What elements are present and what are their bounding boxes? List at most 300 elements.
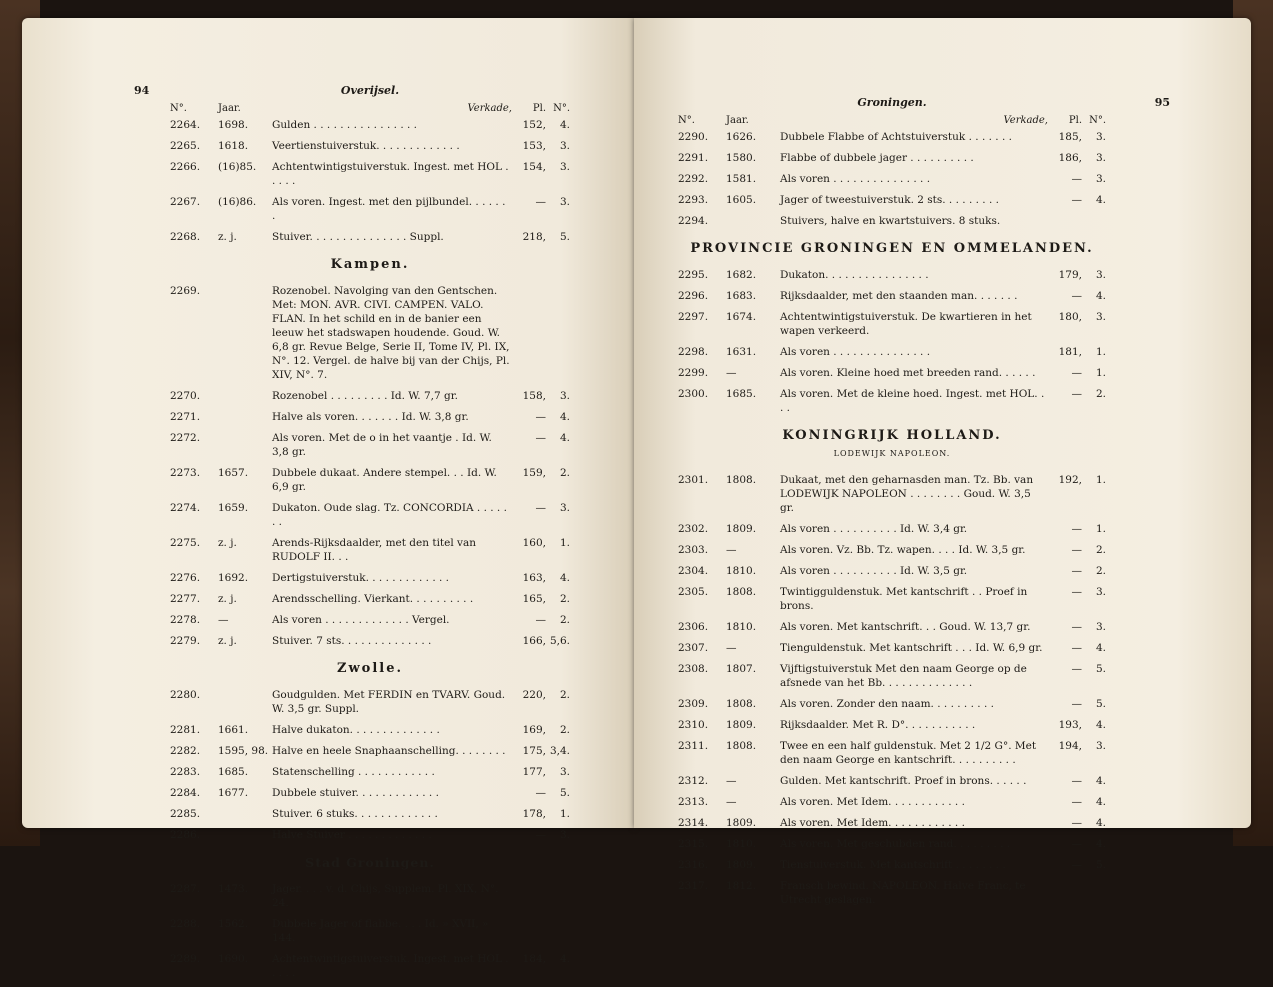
page-number: 94: [134, 84, 150, 97]
entry-number: 2278.: [170, 614, 201, 626]
entry-plate-number: 3.: [1095, 269, 1106, 281]
entry-year: 1685.: [726, 388, 757, 400]
entry-number: 2315.: [678, 838, 709, 850]
entry-plate-number: 3.: [1095, 311, 1106, 323]
entry-number: 2306.: [678, 621, 709, 633]
entry-plate: —: [1071, 173, 1082, 185]
entry-number: 2308.: [678, 663, 709, 675]
catalog-entry: [170, 882, 570, 910]
catalog-entry: [170, 466, 570, 494]
entry-number: 2277.: [170, 593, 201, 605]
entry-plate-number: [1082, 879, 1106, 907]
entry-plate: —: [1071, 544, 1082, 556]
entry-plate-number: 2.: [1095, 565, 1106, 577]
entry-description: Achtentwintigstuiverstuk. Ingest. met HOL . . . . .: [272, 161, 509, 187]
entry-description: Goudgulden. Met FERDIN en TVARV. Goud. W. 3,5 gr. Suppl.: [272, 689, 506, 715]
entry-description: Als voren. Met Idem. . . . . . . . . . . .: [780, 796, 965, 808]
entry-number: 2290.: [678, 131, 709, 143]
entry-plate: 181,: [1058, 346, 1082, 358]
entry-plate: [510, 284, 546, 382]
column-headers: [170, 102, 570, 116]
entry-plate-number: 4.: [1095, 817, 1106, 829]
entry-plate: —: [1071, 663, 1082, 675]
col-header-verkade: Verkade,: [467, 103, 512, 114]
entry-list: [170, 284, 570, 648]
entry-description: Veertienstuiverstuk. . . . . . . . . . . . .: [272, 140, 460, 152]
entry-plate-number: 3,4.: [549, 745, 570, 757]
entry-year: 1809.: [726, 523, 757, 535]
entry-description: Rozenobel. Navolging van den Gentschen. Met: MON. AVR. CIVI. CAMPEN. VALO. FLAN. In het schild en in de banier een leeuw het stadswapen houdende. Goud. W. 6,8 gr. Revue Belge, Serie II, Tome IV, Pl. IX, N°. 12. Vergel. de halve bij van der Chijs, Pl. XIV, N°. 7.: [272, 285, 510, 381]
entry-description: Als voren. Met Idem. . . . . . . . . . . .: [780, 817, 965, 829]
catalog-entry: [170, 786, 570, 800]
entry-number: 2270.: [170, 390, 201, 402]
entry-plate: 175,: [522, 745, 546, 757]
entry-number: 2266.: [170, 161, 201, 173]
entry-plate-number: 3.: [1095, 131, 1106, 143]
entry-plate-number: 4.: [1095, 838, 1106, 850]
catalog-entry: [678, 837, 1106, 851]
entry-plate-number: 1.: [559, 808, 570, 820]
entry-plate: 180,: [1058, 311, 1082, 323]
entry-number: 2297.: [678, 311, 709, 323]
entry-plate-number: 3.: [559, 766, 570, 778]
entry-plate: [510, 917, 546, 945]
entry-plate: —: [535, 829, 546, 841]
catalog-entry: [170, 688, 570, 716]
entry-year: 1605.: [726, 194, 757, 206]
entry-plate-number: 3.: [1095, 173, 1106, 185]
entry-description: Vijftigstuiverstuk Met den naam George op de afsnede van het Bb. . . . . . . . . . . . . .: [780, 663, 1027, 689]
entry-number: 2293.: [678, 194, 709, 206]
entry-year: —: [726, 796, 737, 808]
entry-description: Achtentwintigstuiverstuk. Ingest. met HOL . . . . .: [272, 953, 509, 979]
entry-number: 2274.: [170, 502, 201, 514]
entry-year: 1812.: [726, 880, 757, 892]
entry-year: 1809.: [726, 817, 757, 829]
section-heading: Zwolle.: [336, 661, 404, 676]
entry-year: 1810.: [726, 565, 757, 577]
entry-number: 2311.: [678, 740, 709, 752]
entry-description: Stuiver. 6 stuks. . . . . . . . . . . . .: [272, 808, 438, 820]
entry-description: Halve en heele Snaphaanschelling. . . . . . . .: [272, 745, 506, 757]
entry-description: Halve Stuiver . . . . . . . . . . . . .: [272, 829, 432, 841]
entry-plate: —: [1071, 565, 1082, 577]
catalog-entry: [678, 289, 1106, 303]
entry-number: 2275.: [170, 537, 201, 549]
entry-plate-number: 1.: [1095, 346, 1106, 358]
entry-plate-number: 3.: [1095, 740, 1106, 752]
catalog-entry: [678, 620, 1106, 634]
col-header-verkade: Verkade,: [1003, 115, 1048, 126]
catalog-entry: [678, 795, 1106, 809]
entry-description: Als voren. Vz. Bb. Tz. wapen. . . . Id. W. 3,5 gr.: [780, 544, 1026, 556]
entry-plate-number: 5.: [1095, 663, 1106, 675]
entry-plate: 163,: [522, 572, 546, 584]
entry-number: 2307.: [678, 642, 709, 654]
entry-number: 2316.: [678, 859, 709, 871]
entry-description: Als voren. Ingest. met den pijlbundel. . . . . . .: [272, 196, 506, 222]
entry-plate-number: 4.: [1095, 719, 1106, 731]
catalog-entry: [170, 389, 570, 403]
section-heading: PROVINCIE GRONINGEN EN OMMELANDEN.: [690, 241, 1094, 256]
entry-year: 1659.: [218, 502, 249, 514]
left-page-content: [134, 84, 570, 987]
entry-description: Dubbele stuiver. . . . . . . . . . . . .: [272, 787, 439, 799]
catalog-entry: [170, 195, 570, 223]
entry-plate-number: 4.: [559, 411, 570, 423]
entry-description: Fransch bewind. NAPOLEON. Halve Franc, te Utrecht geslagen.: [780, 880, 1026, 906]
entry-plate: 178,: [522, 808, 546, 820]
entry-year: 1618.: [218, 140, 249, 152]
entry-description: Als voren . . . . . . . . . . Id. W. 3,5 gr.: [780, 565, 968, 577]
entry-plate-number: 3.: [559, 140, 570, 152]
catalog-entry: [170, 765, 570, 779]
entry-number: 2291.: [678, 152, 709, 164]
entry-year: 1626.: [726, 131, 757, 143]
entry-description: Stuiver. 7 sts. . . . . . . . . . . . . .: [272, 635, 432, 647]
entry-plate: —: [1071, 621, 1082, 633]
entry-plate: —: [535, 411, 546, 423]
entry-plate-number: 4.: [559, 432, 570, 444]
catalog-entry: [678, 345, 1106, 359]
entry-year: 1682.: [726, 269, 757, 281]
catalog-entry: [678, 662, 1106, 690]
entry-year: 1581.: [726, 173, 757, 185]
entry-number: 2317.: [678, 880, 709, 892]
entry-list: [678, 130, 1106, 228]
entry-plate-number: [546, 882, 570, 910]
entry-plate-number: 2.: [559, 614, 570, 626]
entry-plate: 152,: [522, 119, 546, 131]
entry-description: Dukaton. . . . . . . . . . . . . . . .: [780, 269, 929, 281]
entry-plate: 159,: [522, 467, 546, 479]
entry-year: 1631.: [726, 346, 757, 358]
entry-year: [218, 410, 272, 424]
entry-plate: —: [1071, 796, 1082, 808]
entry-description: Arends-Rijksdaalder, met den titel van RUDOLF II. . .: [272, 537, 477, 563]
entry-description: Als voren. Kleine hoed met breeden rand. . . . . .: [780, 367, 1036, 379]
entry-plate: 154,: [522, 161, 546, 173]
entry-number: 2285.: [170, 808, 201, 820]
entry-description: Twee en een half guldenstuk. Met 2 1/2 G°. Met den naam George en kantschrift. . . . . . . . . .: [780, 740, 1037, 766]
entry-plate: 185,: [1058, 131, 1082, 143]
catalog-entry: [678, 214, 1106, 228]
entry-plate-number: 1.: [1095, 367, 1106, 379]
catalog-entry: [678, 697, 1106, 711]
entry-number: 2279.: [170, 635, 201, 647]
entry-plate: —: [1071, 775, 1082, 787]
entry-plate: —: [535, 614, 546, 626]
entry-number: 2305.: [678, 586, 709, 598]
entry-plate: —: [1071, 194, 1082, 206]
entry-plate: 184,: [522, 953, 546, 965]
catalog-entry: [678, 816, 1106, 830]
entry-plate: [1046, 879, 1082, 907]
catalog-entry: [170, 634, 570, 648]
entry-plate-number: 3.: [1095, 586, 1106, 598]
entry-number: 2313.: [678, 796, 709, 808]
entry-plate: 166,: [522, 635, 546, 647]
entry-number: 2288.: [170, 918, 201, 930]
entry-year: 1677.: [218, 787, 249, 799]
entry-plate: —: [1071, 817, 1082, 829]
section-heading: Stad Groningen.: [305, 855, 435, 870]
entry-year: 1810.: [726, 621, 757, 633]
column-headers: [678, 114, 1106, 128]
entry-plate-number: 5.: [559, 787, 570, 799]
entry-year: 1807.: [726, 663, 757, 675]
entry-description: Rozenobel . . . . . . . . . Id. W. 7,7 gr.: [272, 390, 458, 402]
running-header: [678, 96, 1170, 114]
entry-plate: —: [1071, 698, 1082, 710]
right-page-content: [678, 96, 1170, 914]
entry-plate-number: 3.: [559, 161, 570, 173]
catalog-entry: [170, 744, 570, 758]
entry-plate-number: 4.: [1095, 290, 1106, 302]
entry-plate-number: 3.: [559, 196, 570, 208]
entry-plate: 169,: [522, 724, 546, 736]
catalog-entry: [678, 130, 1106, 144]
catalog-entry: [170, 139, 570, 153]
entry-plate-number: 4.: [559, 119, 570, 131]
entry-description: Dukaton. Oude slag. Tz. CONCORDIA . . . . . . .: [272, 502, 507, 528]
entry-number: 2272.: [170, 432, 201, 444]
entry-year: —: [218, 614, 229, 626]
entry-year: 1808.: [726, 474, 757, 486]
entry-plate-number: 3.: [559, 829, 570, 841]
entry-number: 2286.: [170, 829, 201, 841]
entry-year: [726, 214, 780, 228]
entry-plate-number: 3.: [1095, 152, 1106, 164]
entry-plate: —: [1071, 388, 1082, 400]
entry-description: Halve als voren. . . . . . . Id. W. 3,8 gr.: [272, 411, 469, 423]
entry-number: 2310.: [678, 719, 709, 731]
entry-year: (16)85.: [218, 161, 257, 173]
entry-plate-number: 3.: [559, 390, 570, 402]
entry-description: Als voren. Met geschubden rand. . . . . . . . .: [780, 838, 1011, 850]
catalog-entry: [170, 536, 570, 564]
entry-year: —: [726, 544, 737, 556]
entry-year: 1809.: [726, 719, 757, 731]
open-book: [22, 18, 1251, 979]
entry-number: 2280.: [170, 689, 201, 701]
catalog-entry: [678, 774, 1106, 788]
entry-plate-number: 4.: [1095, 642, 1106, 654]
entry-plate: 194,: [1058, 740, 1082, 752]
entry-plate: —: [1071, 367, 1082, 379]
entry-description: Dubbele Flabbe of Achtstuiverstuk . . . . . . .: [780, 131, 1012, 143]
entry-list: [170, 688, 570, 842]
entry-number: 2304.: [678, 565, 709, 577]
entry-year: 1809.: [726, 859, 757, 871]
entry-plate: —: [535, 196, 546, 208]
entry-number: 2264.: [170, 119, 201, 131]
entry-number: 2303.: [678, 544, 709, 556]
col-header-pl: Pl.: [1068, 115, 1082, 126]
entry-number: 2299.: [678, 367, 709, 379]
entry-plate: 158,: [522, 390, 546, 402]
entry-plate: 160,: [522, 537, 546, 549]
section-heading: Kampen.: [330, 257, 410, 272]
entry-year: [218, 688, 272, 716]
catalog-entry: [678, 564, 1106, 578]
running-head: Overijsel.: [340, 84, 400, 97]
entry-year: 1657.: [218, 467, 249, 479]
entry-plate-number: 1.: [1095, 474, 1106, 486]
entry-year: 1808.: [726, 586, 757, 598]
entry-plate-number: 2.: [559, 593, 570, 605]
entry-number: 2302.: [678, 523, 709, 535]
catalog-entry: [678, 641, 1106, 655]
entry-plate: —: [1071, 586, 1082, 598]
entry-plate-number: 2.: [559, 689, 570, 701]
entry-number: 2298.: [678, 346, 709, 358]
entry-plate-number: 2.: [1095, 388, 1106, 400]
entry-plate-number: 4.: [559, 953, 570, 965]
entry-year: [218, 828, 272, 842]
catalog-entry: [678, 193, 1106, 207]
entry-year: [218, 431, 272, 459]
entry-plate: 177,: [522, 766, 546, 778]
entry-number: 2300.: [678, 388, 709, 400]
entry-plate: 179,: [1058, 269, 1082, 281]
entry-year: 1692.: [218, 572, 249, 584]
entry-description: Jager of tweestuiverstuk. 2 sts. . . . . . . . .: [780, 194, 999, 206]
entry-description: Stuivers, halve en kwartstuivers. 8 stuks.: [780, 215, 1001, 227]
entry-description: Statenschelling . . . . . . . . . . . .: [272, 766, 435, 778]
entry-description: Als voren . . . . . . . . . . . . . Vergel.: [272, 614, 450, 626]
entry-number: 2268.: [170, 231, 201, 243]
col-header-no: N°.: [170, 103, 187, 114]
entry-plate: 192,: [1058, 474, 1082, 486]
entry-year: 1808.: [726, 698, 757, 710]
entry-description: Flabbe of dubbele jager . . . . . . . . . .: [780, 152, 974, 164]
catalog-entry: [678, 585, 1106, 613]
entry-plate-number: 5.: [1095, 698, 1106, 710]
entry-year: —: [726, 642, 737, 654]
entry-year: [218, 807, 272, 821]
entry-plate-number: 3.: [1095, 621, 1106, 633]
catalog-entry: [170, 118, 570, 132]
entry-plate-number: 5.: [559, 231, 570, 243]
entry-plate: —: [1071, 523, 1082, 535]
entry-list: [170, 118, 570, 244]
entry-plate: 153,: [522, 140, 546, 152]
entry-description: Als voren. Met kantschrift. . . Goud. W. 13,7 gr.: [780, 621, 1031, 633]
entry-plate-number: 2.: [1095, 544, 1106, 556]
page-number: 95: [1154, 96, 1170, 109]
entry-description: Als voren. Met de kleine hoed. Ingest. met HOL. . . .: [780, 388, 1045, 414]
entry-description: Dertigstuiverstuk. . . . . . . . . . . . .: [272, 572, 450, 584]
entry-description: Twintigguldenstuk. Met kantschrift . . Proef in brons.: [780, 586, 1028, 612]
entry-number: 2269.: [170, 285, 201, 297]
entry-plate: [1046, 214, 1082, 228]
entry-number: 2281.: [170, 724, 201, 736]
entry-plate-number: [1082, 214, 1106, 228]
entry-year: —: [726, 775, 737, 787]
catalog-entry: [170, 807, 570, 821]
entry-plate-number: [546, 917, 570, 945]
entry-year: 1562.: [218, 918, 249, 930]
entry-description: Jager. . . . v. d. Chijs, Supplem. Pl. XIX, N°. 24.: [272, 883, 499, 909]
catalog-entry: [678, 473, 1106, 515]
catalog-entry: [170, 613, 570, 627]
col-header-no: N°.: [678, 115, 695, 126]
entry-number: 2287.: [170, 883, 201, 895]
entry-plate-number: 4.: [1095, 775, 1106, 787]
col-header-pl: Pl.: [532, 103, 546, 114]
entry-plate: 186,: [1058, 152, 1082, 164]
entry-plate-number: 5,6.: [549, 635, 570, 647]
entry-plate: —: [1071, 859, 1082, 871]
entry-plate-number: 4.: [1095, 796, 1106, 808]
catalog-entry: [678, 739, 1106, 767]
entry-description: Als voren . . . . . . . . . . . . . . .: [780, 173, 931, 185]
col-header-nr: N°.: [553, 103, 570, 114]
entry-number: 2314.: [678, 817, 709, 829]
entry-plate: —: [1071, 642, 1082, 654]
catalog-entry: [678, 268, 1106, 282]
left-page: [22, 18, 634, 979]
entry-description: Stuiver. . . . . . . . . . . . . . . Suppl.: [272, 231, 444, 243]
catalog-entry: [678, 151, 1106, 165]
col-header-nr: N°.: [1089, 115, 1106, 126]
entry-year: 1808.: [726, 740, 757, 752]
entry-year: —: [726, 367, 737, 379]
catalog-entry: [170, 828, 570, 842]
entry-description: Achtentwintigstuiverstuk. De kwartieren in het wapen verkeerd.: [780, 311, 1032, 337]
entry-description: Als voren . . . . . . . . . . Id. W. 3,4 gr.: [780, 523, 968, 535]
entry-description: Dukaat, met den geharnasden man. Tz. Bb. van LODEWIJK NAPOLEON . . . . . . . . Goud. W. 3,5 gr.: [780, 474, 1034, 514]
entry-plate: [510, 882, 546, 910]
entry-year: z. j.: [218, 593, 237, 605]
entry-number: 2294.: [678, 215, 709, 227]
catalog-entry: [170, 501, 570, 529]
catalog-entry: [170, 592, 570, 606]
catalog-entry: [170, 160, 570, 188]
entry-year: 1698.: [218, 119, 249, 131]
entry-number: 2271.: [170, 411, 201, 423]
entry-list: [678, 473, 1106, 907]
catalog-entry: [678, 718, 1106, 732]
entry-number: 2301.: [678, 474, 709, 486]
entry-plate-number: 1.: [559, 537, 570, 549]
entry-year: 1685.: [218, 766, 249, 778]
entry-plate: —: [535, 502, 546, 514]
entry-year: 1661.: [218, 724, 249, 736]
entry-description: Als voren . . . . . . . . . . . . . . .: [780, 346, 931, 358]
entry-year: [218, 284, 272, 382]
entry-year: (16)86.: [218, 196, 257, 208]
catalog-entry: [678, 310, 1106, 338]
entry-year: 1683.: [726, 290, 757, 302]
entry-plate: 193,: [1058, 719, 1082, 731]
entry-year: 1595, 98.: [218, 745, 269, 757]
entry-number: 2273.: [170, 467, 201, 479]
running-header: [134, 84, 570, 102]
entry-description: Gulden . . . . . . . . . . . . . . . .: [272, 119, 418, 131]
entry-description: Rijksdaalder, met den staanden man. . . . . . .: [780, 290, 1018, 302]
entry-description: Dubbele dukaat. Andere stempel. . . Id. W. 6,9 gr.: [272, 467, 497, 493]
entry-description: Dubbele Jager of flabbe. . . . Id. » XVII, » 144.: [272, 918, 489, 944]
entry-number: 2283.: [170, 766, 201, 778]
catalog-entry: [170, 917, 570, 945]
entry-description: Als voren. Zonder den naam. . . . . . . . . .: [780, 698, 994, 710]
entry-year: z. j.: [218, 635, 237, 647]
entry-year: 1690.: [218, 953, 249, 965]
entry-description: Tienstuiverstuk. Met kantschrift . . . . . . . .: [780, 859, 1006, 871]
entry-plate-number: 2.: [559, 724, 570, 736]
